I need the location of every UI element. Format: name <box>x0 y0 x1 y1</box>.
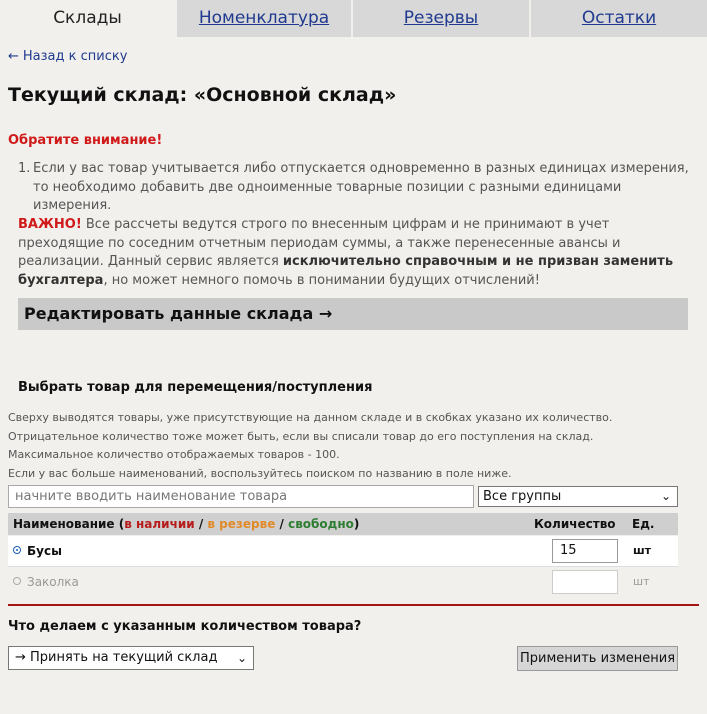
help-line: Максимальное количество отображаемых товаров - 100. <box>8 448 340 461</box>
table-row[interactable] <box>8 536 678 566</box>
important-text-part1: Все рассчеты ведутся строго по внесенным цифрам и не принимают в учет преходящие по соседним отчетным периодам суммы, а также перенесенные авансы и реализации. Данный сервис является <box>18 217 621 269</box>
back-to-list-link[interactable] <box>8 49 127 64</box>
help-line: Отрицательное количество тоже может быть, если вы списали товар до его поступления на склад. <box>8 429 594 443</box>
product-search-input[interactable] <box>8 485 474 508</box>
action-select[interactable] <box>8 646 254 670</box>
back-link-label: Назад к списку <box>22 49 128 64</box>
column-name-header <box>13 513 359 535</box>
tab-balances[interactable]: Остатки <box>529 0 707 37</box>
apply-changes-button[interactable]: Применить изменения <box>517 646 678 671</box>
tab-warehouses[interactable]: Склады <box>0 0 175 37</box>
table-header <box>8 513 678 535</box>
legend-separator: / <box>194 517 208 531</box>
help-line: Если у вас больше наименований, воспользуйтесь поиском по названию в поле ниже. <box>8 466 512 480</box>
quantity-input[interactable]: 15 <box>552 539 618 563</box>
free-legend: свободно <box>288 517 354 531</box>
quantity-input[interactable] <box>552 570 618 594</box>
in-stock-legend: в наличии <box>124 517 195 531</box>
attention-heading: Обратите внимание! <box>8 133 163 148</box>
reserved-legend: в резерве <box>207 517 276 531</box>
name-header-label: Наименование <box>13 517 115 531</box>
important-label: ВАЖНО! <box>18 217 82 232</box>
section-divider <box>8 604 699 606</box>
tab-bar <box>0 0 707 37</box>
tab-reserves[interactable]: Резервы <box>351 0 529 37</box>
product-name: Заколка <box>27 575 79 589</box>
help-text <box>8 409 612 483</box>
note-text: Если у вас товар учитывается либо отпускается одновременно в разных единицах измерения, то необходимо добавить две одноименные товарные позиции с разными единицами измерения. <box>33 161 689 213</box>
important-bold-text: исключительно справочным и не призван заменить бухгалтера <box>18 254 674 288</box>
note-number: 1. <box>18 161 31 176</box>
arrow-left-icon: ← <box>8 49 19 64</box>
page-title: Текущий склад: «Основной склад» <box>8 84 397 106</box>
header-paren-open: ( <box>114 517 125 531</box>
product-name: Бусы <box>27 544 62 558</box>
radio-unselected-icon[interactable] <box>13 577 21 585</box>
column-quantity-header: Количество <box>534 517 616 531</box>
header-paren-close: ) <box>353 517 360 531</box>
help-line: Сверху выводятся товары, уже присутствующие на данном складе и в скобках указано их количество. <box>8 411 613 424</box>
important-notice <box>18 216 693 290</box>
action-select-value: → Принять на текущий склад <box>15 650 218 665</box>
group-select-value: Все группы <box>483 489 562 504</box>
select-product-heading: Выбрать товар для перемещения/поступления <box>18 380 373 395</box>
action-question: Что делаем с указанным количеством товара? <box>8 619 362 634</box>
group-select[interactable] <box>478 486 678 507</box>
chevron-down-icon: ⌄ <box>660 489 671 503</box>
note-item <box>18 160 693 216</box>
chevron-down-icon: ⌄ <box>236 651 247 665</box>
table-row[interactable] <box>8 566 678 597</box>
radio-selected-icon[interactable] <box>13 546 21 554</box>
edit-warehouse-button[interactable]: Редактировать данные склада → <box>18 298 688 330</box>
column-unit-header: Ед. <box>632 517 655 531</box>
tab-nomenclature[interactable]: Номенклатура <box>175 0 351 37</box>
legend-separator: / <box>275 517 289 531</box>
unit-label: шт <box>633 544 652 557</box>
important-text-part2: , но может немного помочь в понимании будущих отчислений! <box>103 272 540 288</box>
unit-label: шт <box>633 575 650 588</box>
